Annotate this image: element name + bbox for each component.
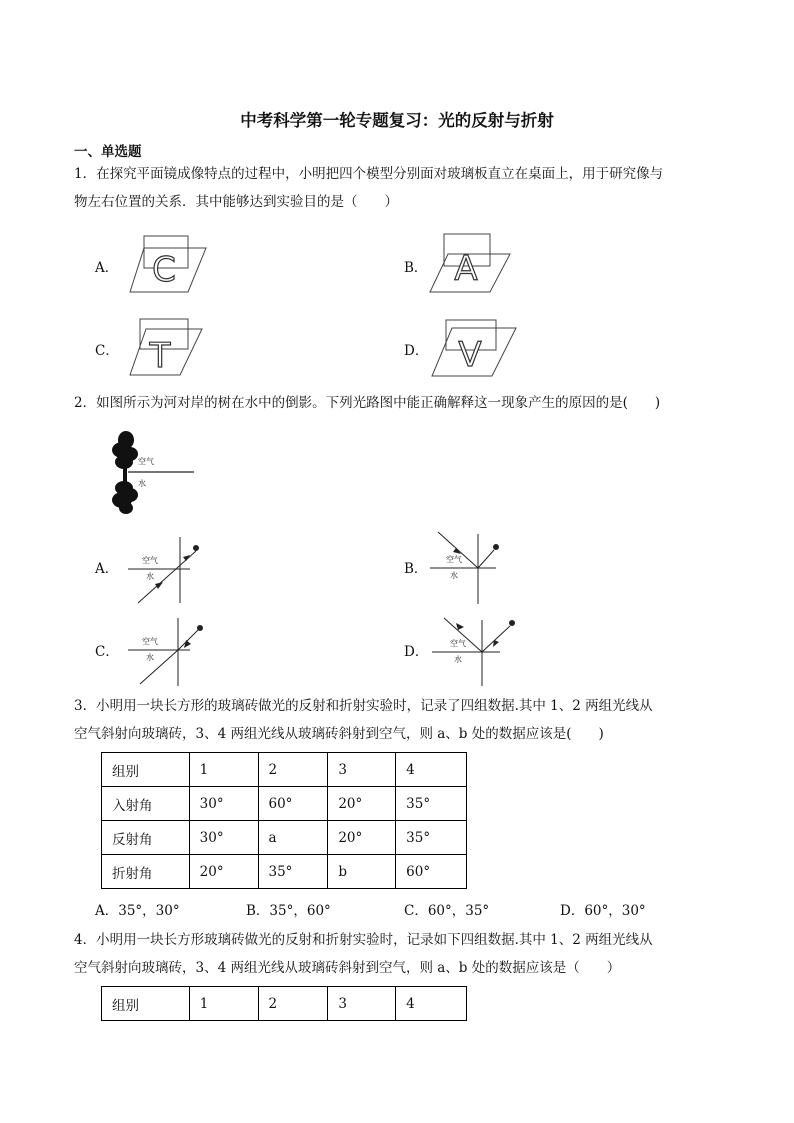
table-cell: 入射角 bbox=[102, 787, 190, 821]
table-cell: 3 bbox=[328, 987, 396, 1021]
table-cell: 组别 bbox=[102, 987, 190, 1021]
q1-option-d-letter: V bbox=[458, 335, 482, 375]
table-cell: 2 bbox=[258, 987, 328, 1021]
table-cell: 折射角 bbox=[102, 855, 190, 889]
table-cell: 1 bbox=[189, 987, 258, 1021]
table-row bbox=[102, 787, 467, 821]
q2-option-a-water: 水 bbox=[146, 572, 154, 581]
table-cell: 20° bbox=[328, 821, 396, 855]
q2-option-c-water: 水 bbox=[146, 653, 154, 662]
q2-option-a-air: 空气 bbox=[142, 556, 158, 565]
table-cell: 组别 bbox=[102, 753, 190, 787]
q2-option-c-air: 空气 bbox=[142, 637, 158, 646]
q3-choice-d: D．60°，30° bbox=[560, 903, 646, 919]
q1-option-d-figure bbox=[430, 318, 520, 380]
q2-text bbox=[74, 389, 724, 417]
table-cell: 反射角 bbox=[102, 821, 190, 855]
q2-line1: 2．如图所示为河对岸的树在水中的倒影。下列光路图中能正确解释这一现象产生的原因的是( ) bbox=[74, 395, 661, 411]
q3-line1: 3．小明用一块长方形的玻璃砖做光的反射和折射实验时，记录了四组数据.其中 1、2 两组光线从 bbox=[74, 698, 653, 714]
q3-text bbox=[74, 692, 724, 748]
table-cell: 1 bbox=[189, 753, 258, 787]
q3-choice-a: A．35°，30° bbox=[95, 903, 180, 919]
q2-option-d-label: D． bbox=[404, 644, 429, 660]
table-cell: 30° bbox=[189, 787, 258, 821]
q1-option-b-figure bbox=[430, 232, 510, 294]
table-cell: b bbox=[328, 855, 396, 889]
table-cell: 30° bbox=[189, 821, 258, 855]
q4-line1: 4．小明用一块长方形玻璃砖做光的反射和折射实验时，记录如下四组数据.其中 1、2 两组光线从 bbox=[74, 932, 653, 948]
tree-air-label: 空气 bbox=[138, 457, 154, 466]
q1-option-c-label: C． bbox=[95, 343, 119, 359]
q1-option-a-letter: C bbox=[152, 250, 176, 290]
tree-water-label: 水 bbox=[138, 479, 146, 488]
q2-option-b-air: 空气 bbox=[446, 555, 462, 564]
q1-line1: 1．在探究平面镜成像特点的过程中，小明把四个模型分别面对玻璃板直立在桌面上，用于研究像与 bbox=[74, 166, 664, 182]
table-row bbox=[102, 855, 467, 889]
table-cell: 35° bbox=[396, 821, 467, 855]
q4-data-table bbox=[101, 986, 467, 1021]
q1-option-a-figure bbox=[128, 234, 208, 296]
q1-option-c-letter: T bbox=[149, 336, 171, 376]
q1-option-b-letter: A bbox=[454, 249, 478, 289]
q3-choice-c: C．60°，35° bbox=[404, 903, 490, 919]
q4-text bbox=[74, 926, 724, 982]
q1-text bbox=[74, 160, 724, 216]
table-cell: 60° bbox=[258, 787, 328, 821]
table-cell: 4 bbox=[396, 987, 467, 1021]
q2-option-a-diagram bbox=[128, 533, 218, 605]
q2-option-a-label: A． bbox=[95, 561, 119, 577]
q2-option-d-water: 水 bbox=[454, 655, 462, 664]
table-cell: 20° bbox=[328, 787, 396, 821]
q1-option-d-label: D． bbox=[404, 343, 429, 359]
q2-option-d-diagram bbox=[432, 614, 528, 690]
q3-line2: 空气斜射向玻璃砖，3、4 两组光线从玻璃砖斜射到空气，则 a、b 处的数据应该是( ) bbox=[74, 726, 604, 742]
table-cell: a bbox=[258, 821, 328, 855]
page-title: 中考科学第一轮专题复习：光的反射与折射 bbox=[240, 111, 554, 130]
table-row bbox=[102, 753, 467, 787]
q2-option-c-diagram bbox=[128, 616, 218, 688]
q1-option-c-figure bbox=[128, 317, 208, 379]
table-cell: 60° bbox=[396, 855, 467, 889]
q1-option-b-label: B． bbox=[404, 260, 428, 276]
table-row bbox=[102, 987, 467, 1021]
q2-option-b-label: B． bbox=[404, 561, 428, 577]
q3-data-table bbox=[101, 752, 467, 889]
q1-line2: 物左右位置的关系．其中能够达到实验目的是（ ） bbox=[74, 194, 398, 210]
table-row bbox=[102, 821, 467, 855]
table-cell: 4 bbox=[396, 753, 467, 787]
table-cell: 3 bbox=[328, 753, 396, 787]
section-heading: 一、单选题 bbox=[74, 144, 142, 160]
table-cell: 35° bbox=[258, 855, 328, 889]
table-cell: 35° bbox=[396, 787, 467, 821]
q3-choice-b: B．35°，60° bbox=[246, 903, 331, 919]
table-cell: 2 bbox=[258, 753, 328, 787]
q2-option-c-label: C． bbox=[95, 644, 119, 660]
q2-option-d-air: 空气 bbox=[450, 639, 466, 648]
q1-option-a-label: A． bbox=[95, 260, 119, 276]
q2-option-b-diagram bbox=[428, 530, 518, 608]
q2-option-b-water: 水 bbox=[450, 571, 458, 580]
table-cell: 20° bbox=[189, 855, 258, 889]
q4-line2: 空气斜射向玻璃砖，3、4 两组光线从玻璃砖斜射到空气，则 a、b 处的数据应该是（ ） bbox=[74, 960, 621, 976]
tree-reflection-figure bbox=[108, 428, 198, 514]
